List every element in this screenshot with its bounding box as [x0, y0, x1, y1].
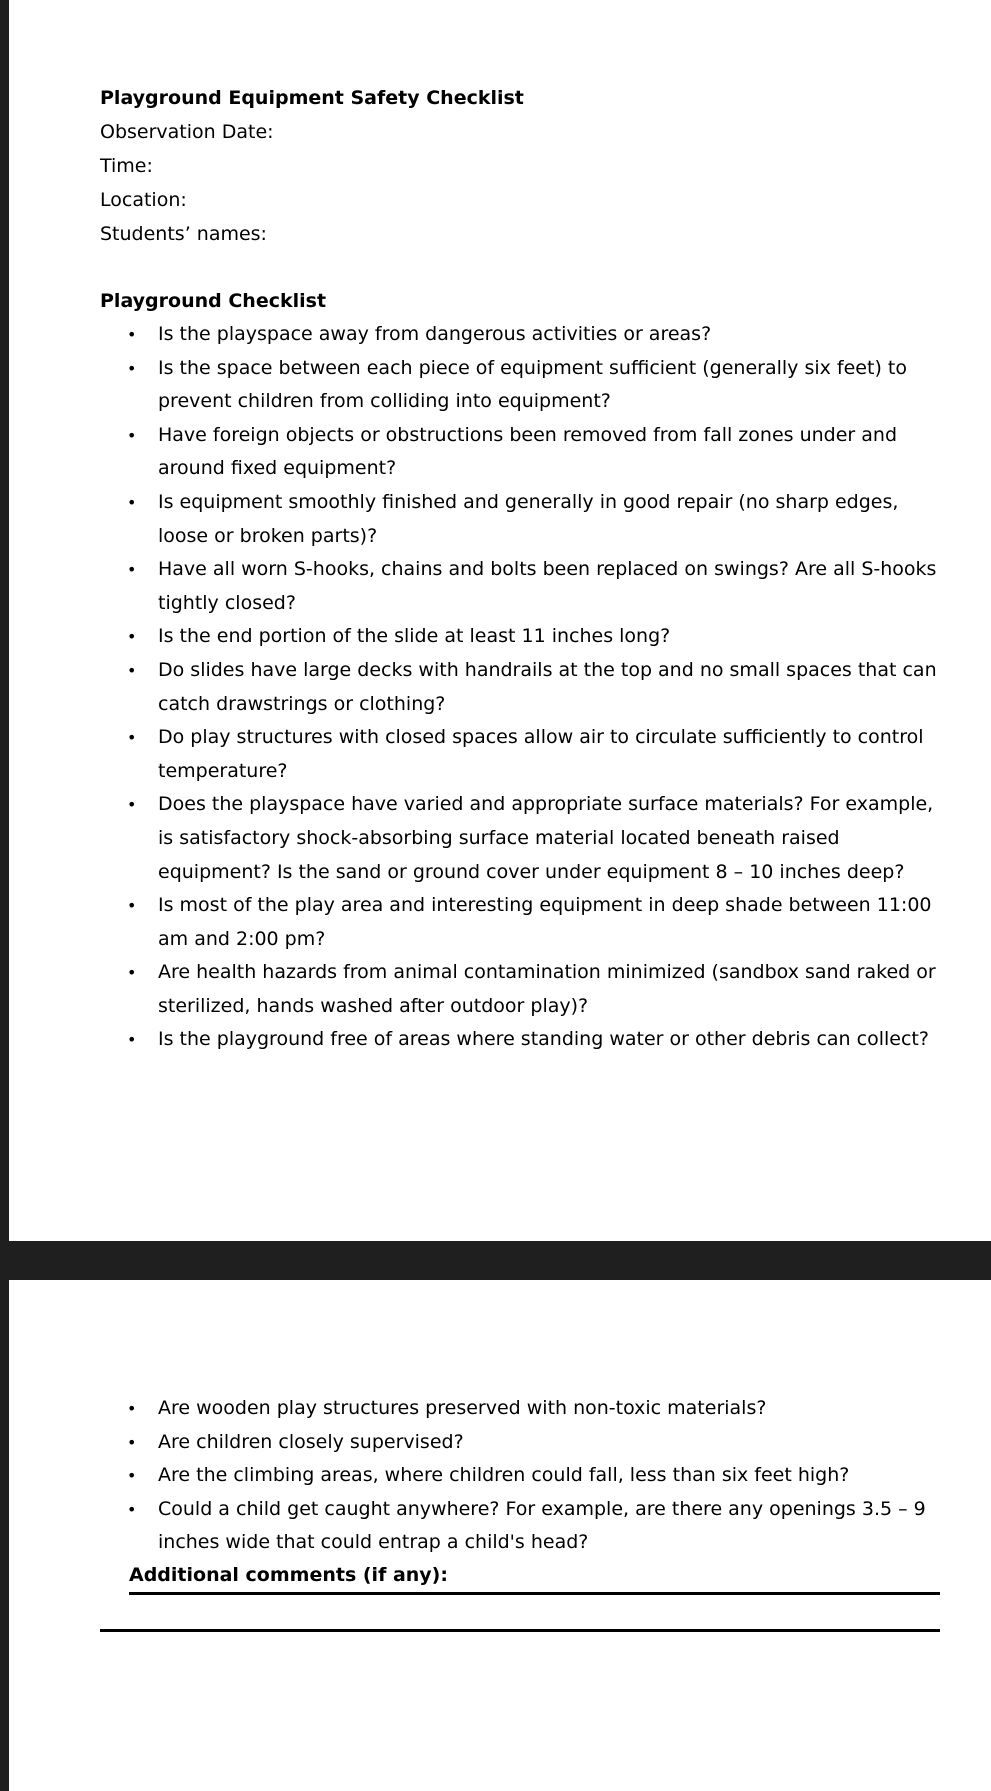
checklist-heading: Playground Checklist: [100, 290, 327, 312]
page-1-content: [100, 81, 940, 1057]
checklist-item: [100, 788, 940, 889]
checklist-item-text: Is the playspace away from dangerous activities or areas?: [158, 323, 712, 345]
location-field: Location:: [100, 189, 187, 211]
document-page-1: [9, 0, 991, 1241]
bullet-icon: •: [127, 627, 137, 647]
checklist-item: [100, 1426, 940, 1460]
checklist-item: [100, 1459, 940, 1493]
checklist-item-text: Is most of the play area and interesting equipment in deep shade between 11:00 am and 2:00 pm?: [158, 894, 932, 950]
bullet-icon: •: [127, 425, 137, 445]
checklist-item-text: Do play structures with closed spaces allow air to circulate sufficiently to control temperature?: [158, 726, 924, 782]
checklist-item: [100, 721, 940, 788]
checklist-page-2: [100, 1392, 940, 1560]
bullet-icon: •: [127, 1499, 137, 1519]
checklist-item: [100, 486, 940, 553]
checklist-item-text: Is the space between each piece of equipment sufficient (generally six feet) to prevent children from colliding into equipment?: [158, 356, 907, 413]
checklist-page-1: [100, 318, 940, 1057]
bullet-icon: •: [127, 1466, 137, 1486]
bullet-icon: •: [127, 492, 137, 512]
students-names-field: Students’ names:: [100, 223, 267, 245]
document-title: Playground Equipment Safety Checklist: [100, 87, 524, 109]
checklist-item-text: Is equipment smoothly finished and generally in good repair (no sharp edges, loose or broken parts)?: [158, 490, 899, 547]
bullet-icon: •: [127, 1399, 137, 1418]
checklist-item: [100, 889, 940, 956]
checklist-item-text: Are children closely supervised?: [158, 1430, 464, 1453]
bullet-icon: •: [127, 1432, 137, 1452]
checklist-item-text: Have all worn S-hooks, chains and bolts been replaced on swings? Are all S-hooks tightly closed?: [158, 558, 937, 614]
bullet-icon: •: [127, 1030, 137, 1050]
checklist-item: [100, 318, 940, 352]
checklist-item: [100, 352, 940, 419]
bullet-icon: •: [127, 560, 137, 580]
bullet-icon: •: [127, 795, 137, 815]
time-field: Time:: [100, 155, 153, 177]
bullet-icon: •: [127, 358, 137, 378]
checklist-item-text: Are wooden play structures preserved with non-toxic materials?: [158, 1397, 767, 1419]
additional-comments-label: Additional comments (if any):: [129, 1560, 940, 1595]
observation-date-field: Observation Date:: [100, 121, 274, 143]
checklist-item: [100, 654, 940, 721]
checklist-item-text: Is the playground free of areas where standing water or other debris can collect?: [158, 1028, 929, 1051]
checklist-item: [100, 1392, 940, 1426]
checklist-item: [100, 1023, 940, 1057]
checklist-item: [100, 620, 940, 654]
checklist-item: [100, 956, 940, 1023]
page-2-content: [100, 1392, 940, 1632]
bullet-icon: •: [127, 660, 137, 680]
bullet-icon: •: [127, 896, 137, 916]
checklist-item-text: Does the playspace have varied and appropriate surface materials? For example, is satisfactory shock-absorbing surface material located beneath raised equipment? Is the sand or ground cover under equipment 8 – 10 inches deep?: [158, 793, 934, 883]
document-page-2: [9, 1280, 991, 1791]
bullet-icon: •: [127, 325, 137, 344]
checklist-item-text: Are health hazards from animal contamination minimized (sandbox sand raked or sterilized, hands washed after outdoor play)?: [158, 961, 936, 1017]
bullet-icon: •: [127, 728, 137, 748]
checklist-item: [100, 419, 940, 486]
checklist-item: [100, 1493, 940, 1560]
checklist-item-text: Could a child get caught anywhere? For example, are there any openings 3.5 – 9 inches wide that could entrap a child's head?: [158, 1497, 926, 1554]
checklist-item-text: Are the climbing areas, where children could fall, less than six feet high?: [158, 1464, 850, 1487]
comment-line[interactable]: [100, 1629, 940, 1632]
checklist-item-text: Have foreign objects or obstructions been removed from fall zones under and around fixed equipment?: [158, 423, 898, 480]
checklist-item-text: Is the end portion of the slide at least 11 inches long?: [158, 625, 671, 648]
bullet-icon: •: [127, 963, 137, 983]
checklist-item-text: Do slides have large decks with handrails at the top and no small spaces that can catch drawstrings or clothing?: [158, 658, 937, 715]
checklist-item: [100, 553, 940, 620]
